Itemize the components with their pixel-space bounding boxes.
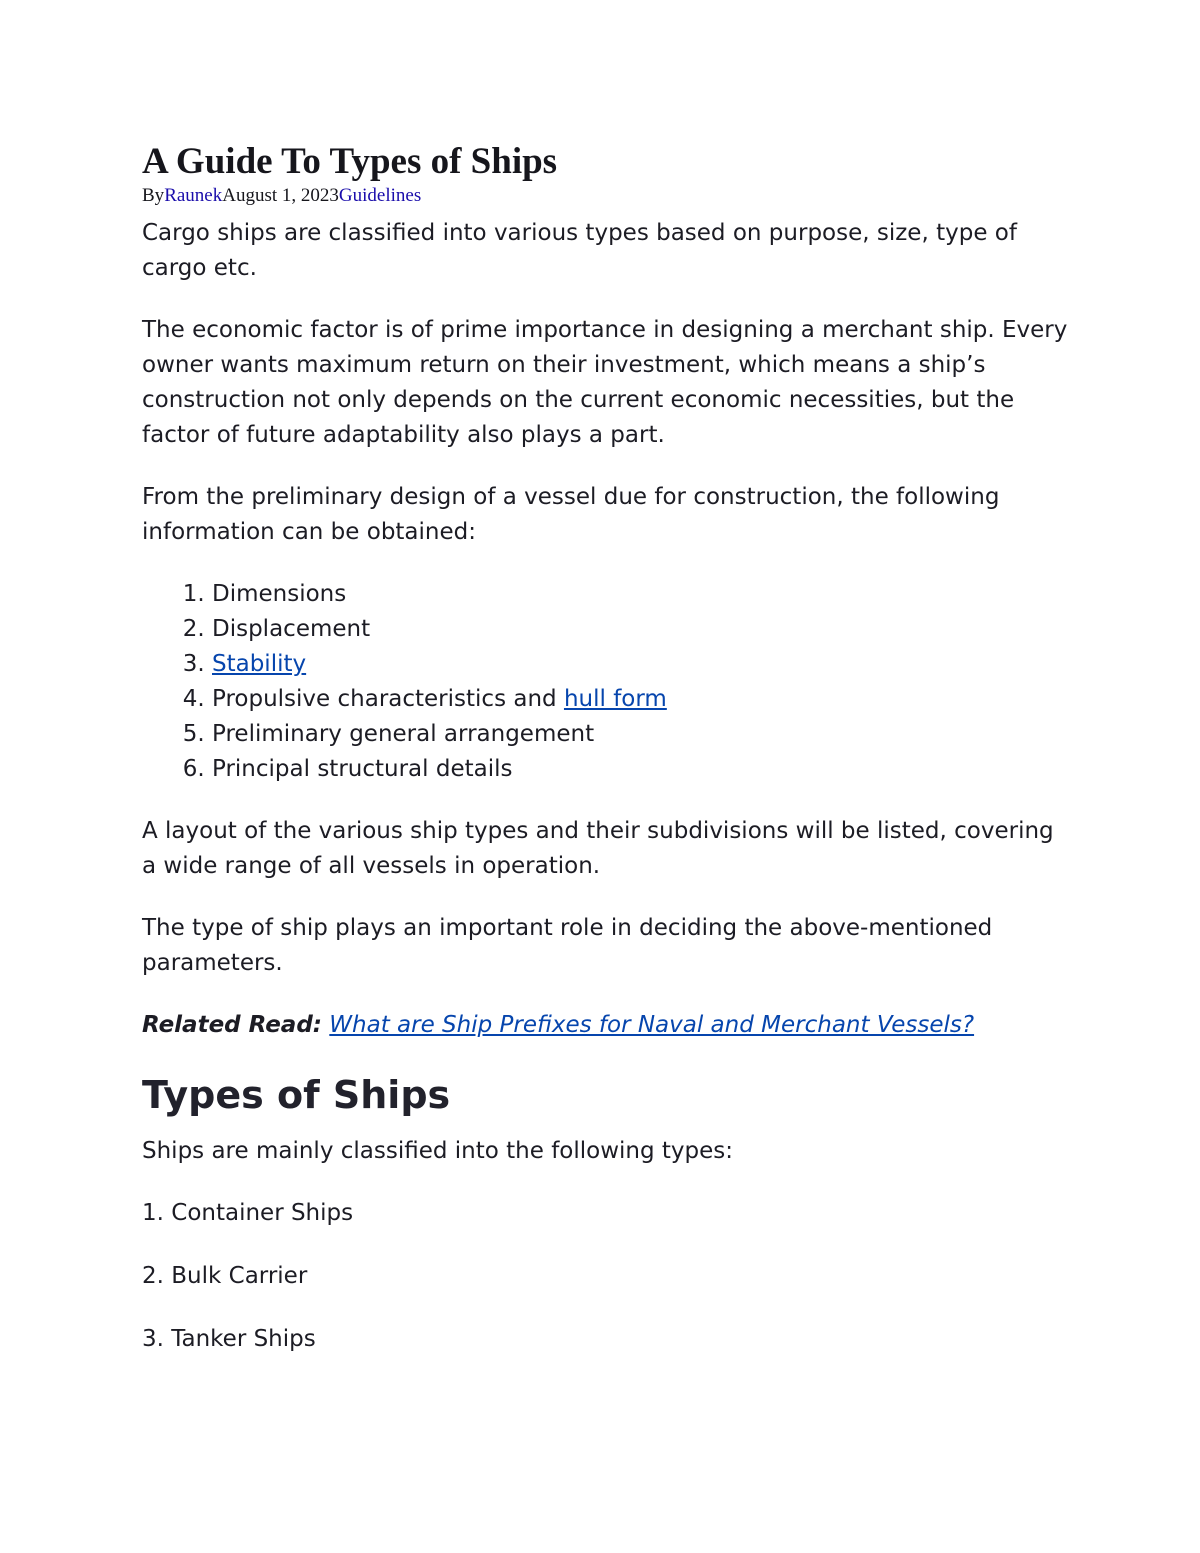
- section-heading: Types of Ships: [142, 1073, 451, 1117]
- type-item-tanker-ships: 3. Tanker Ships: [142, 1326, 316, 1352]
- design-paragraph: From the preliminary design of a vessel due for construction, the following information can be obtained:: [142, 484, 1000, 545]
- list-item-propulsive: [212, 682, 1072, 717]
- type-item-bulk-carrier: 2. Bulk Carrier: [142, 1263, 308, 1289]
- list-item-structural: 6. Principal structural details: [212, 752, 1072, 787]
- related-read: [142, 1008, 1072, 1043]
- hull-form-link[interactable]: hull form: [563, 686, 667, 712]
- stability-link[interactable]: Stability: [212, 651, 307, 677]
- article-meta: [142, 184, 1072, 208]
- list-item-stability: [212, 647, 1072, 682]
- list-item-displacement: 2. Displacement: [212, 612, 1072, 647]
- article-title: A Guide To Types of Ships: [142, 141, 558, 182]
- list-item-arrangement: 5. Preliminary general arrangement: [212, 717, 1072, 752]
- related-read-label: Related Read:: [142, 1012, 322, 1038]
- meta-by: By: [142, 185, 165, 206]
- design-info-list: [142, 577, 1072, 787]
- intro-paragraph: Cargo ships are classified into various types based on purpose, size, type of cargo etc.: [142, 220, 1017, 281]
- related-read-link[interactable]: What are Ship Prefixes for Naval and Merchant Vessels?: [329, 1012, 975, 1038]
- section-intro: Ships are mainly classified into the following types:: [142, 1138, 734, 1164]
- layout-paragraph: A layout of the various ship types and their subdivisions will be listed, covering a wide range of all vessels in operation.: [142, 818, 1054, 879]
- category-link[interactable]: Guidelines: [338, 185, 422, 206]
- propulsive-text: Propulsive characteristics and: [212, 686, 564, 712]
- type-item-container-ships: 1. Container Ships: [142, 1200, 354, 1226]
- ship-type-paragraph: The type of ship plays an important role in deciding the above-mentioned parameters.: [142, 915, 993, 976]
- economic-paragraph: The economic factor is of prime importance in designing a merchant ship. Every owner wants maximum return on their investment, which means a ship’s construction not only depends on the current economic necessities, but the factor of future adaptability also plays a part.: [142, 317, 1068, 448]
- meta-date: August 1, 2023: [222, 185, 339, 206]
- document-page: [142, 140, 1072, 1385]
- list-item-dimensions: 1. Dimensions: [212, 577, 1072, 612]
- author-link[interactable]: Raunek: [164, 185, 223, 206]
